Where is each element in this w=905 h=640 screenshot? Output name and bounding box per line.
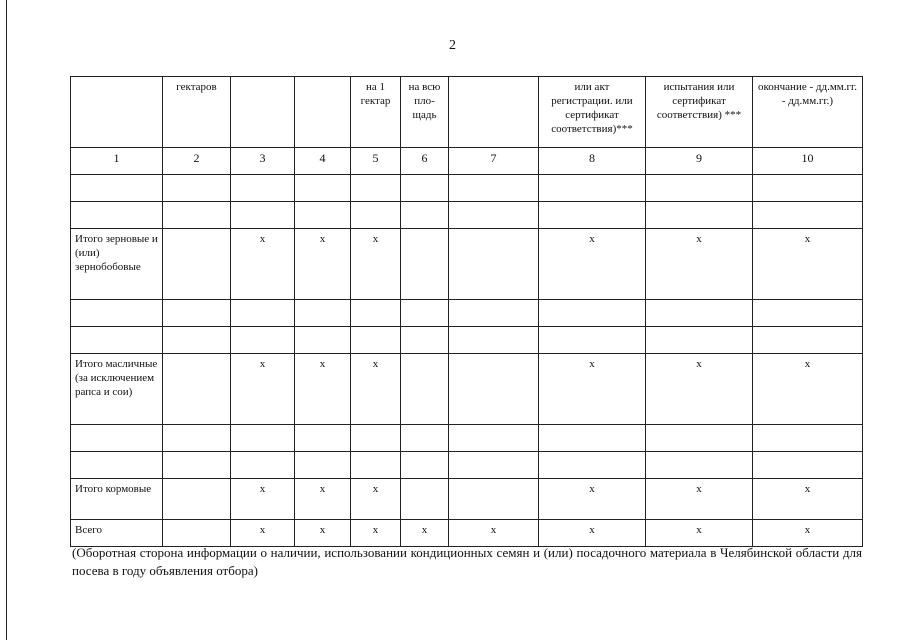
seed-info-table bbox=[70, 76, 863, 547]
table-cell: x bbox=[753, 354, 863, 425]
table-cell bbox=[646, 300, 753, 327]
row-label-cell bbox=[71, 327, 163, 354]
table-cell: x bbox=[646, 520, 753, 547]
column-number-cell: 6 bbox=[401, 148, 449, 175]
table-cell bbox=[646, 175, 753, 202]
column-number-cell: 2 bbox=[163, 148, 231, 175]
table-cell bbox=[646, 327, 753, 354]
row-label-cell: Итого масличные (за исключением рапса и сои) bbox=[71, 354, 163, 425]
page-number: 2 bbox=[449, 38, 456, 53]
table-cell bbox=[401, 452, 449, 479]
table-cell bbox=[449, 354, 539, 425]
blank-row bbox=[71, 175, 863, 202]
table-cell: x bbox=[401, 520, 449, 547]
blank-row bbox=[71, 327, 863, 354]
table-cell bbox=[539, 202, 646, 229]
table-header-row bbox=[71, 77, 863, 148]
header-cell bbox=[295, 77, 351, 148]
table-cell bbox=[539, 452, 646, 479]
table-cell bbox=[163, 202, 231, 229]
table-cell bbox=[449, 479, 539, 520]
table-cell bbox=[163, 327, 231, 354]
row-label-cell: Итого зерновые и (или) зернобобовые bbox=[71, 229, 163, 300]
table-cell bbox=[295, 452, 351, 479]
row-label-cell: Всего bbox=[71, 520, 163, 547]
table-cell: x bbox=[231, 229, 295, 300]
footnote: (Оборотная сторона информации о наличии, использовании кондиционных семян и (или) посадочного материала в Челябинской области для посева в году объявления отбора) bbox=[72, 545, 862, 578]
table-cell: x bbox=[295, 520, 351, 547]
row-label-cell: Итого кормовые bbox=[71, 479, 163, 520]
table-cell bbox=[231, 202, 295, 229]
column-number-cell: 10 bbox=[753, 148, 863, 175]
header-cell: на всю пло-щадь bbox=[401, 77, 449, 148]
table-cell bbox=[449, 452, 539, 479]
table-cell bbox=[401, 175, 449, 202]
table-cell bbox=[753, 175, 863, 202]
table-cell bbox=[163, 452, 231, 479]
table-cell bbox=[231, 452, 295, 479]
table-cell bbox=[295, 300, 351, 327]
table-cell bbox=[351, 327, 401, 354]
header-cell: на 1 гектар bbox=[351, 77, 401, 148]
header-cell bbox=[71, 77, 163, 148]
table-cell bbox=[295, 202, 351, 229]
column-number-cell: 3 bbox=[231, 148, 295, 175]
table-cell bbox=[753, 452, 863, 479]
table-cell: x bbox=[231, 479, 295, 520]
column-number-row bbox=[71, 148, 863, 175]
row-label-cell bbox=[71, 175, 163, 202]
table-cell bbox=[163, 479, 231, 520]
table-cell bbox=[449, 202, 539, 229]
table-cell bbox=[646, 452, 753, 479]
table-cell bbox=[449, 300, 539, 327]
table-cell bbox=[351, 202, 401, 229]
table-cell: x bbox=[646, 229, 753, 300]
header-cell: окончание - дд.мм.гг. - дд.мм.гг.) bbox=[753, 77, 863, 148]
table-cell bbox=[449, 175, 539, 202]
table-cell: x bbox=[646, 354, 753, 425]
table-cell: x bbox=[539, 354, 646, 425]
table-cell bbox=[753, 202, 863, 229]
table-cell bbox=[401, 425, 449, 452]
table-cell bbox=[351, 175, 401, 202]
table-cell bbox=[163, 520, 231, 547]
column-number-cell: 9 bbox=[646, 148, 753, 175]
table-cell bbox=[295, 327, 351, 354]
column-number-cell: 4 bbox=[295, 148, 351, 175]
column-number-cell: 5 bbox=[351, 148, 401, 175]
table-cell: x bbox=[231, 354, 295, 425]
table-cell bbox=[449, 327, 539, 354]
table-cell bbox=[163, 175, 231, 202]
table-cell bbox=[401, 229, 449, 300]
table-cell: x bbox=[351, 354, 401, 425]
table-cell: x bbox=[351, 229, 401, 300]
table-cell bbox=[539, 300, 646, 327]
column-number-cell: 8 bbox=[539, 148, 646, 175]
header-cell bbox=[449, 77, 539, 148]
table-cell bbox=[351, 425, 401, 452]
table-cell bbox=[401, 300, 449, 327]
table-cell bbox=[401, 202, 449, 229]
header-cell bbox=[231, 77, 295, 148]
table-cell bbox=[231, 300, 295, 327]
table-cell: x bbox=[646, 479, 753, 520]
table-cell bbox=[231, 327, 295, 354]
table-cell: x bbox=[753, 520, 863, 547]
header-cell: испытания или сертификат соответствия) *** bbox=[646, 77, 753, 148]
header-cell: гектаров bbox=[163, 77, 231, 148]
table-cell: x bbox=[295, 354, 351, 425]
blank-row bbox=[71, 202, 863, 229]
blank-row bbox=[71, 425, 863, 452]
table-cell bbox=[401, 479, 449, 520]
page-edge-line bbox=[6, 0, 7, 640]
table-cell bbox=[449, 425, 539, 452]
table-cell bbox=[163, 425, 231, 452]
table-cell bbox=[231, 425, 295, 452]
row-label-cell bbox=[71, 452, 163, 479]
table-cell bbox=[539, 327, 646, 354]
row-label-cell bbox=[71, 425, 163, 452]
subtotal-row bbox=[71, 479, 863, 520]
table-cell: x bbox=[351, 520, 401, 547]
table-cell bbox=[539, 425, 646, 452]
blank-row bbox=[71, 452, 863, 479]
table-cell bbox=[231, 175, 295, 202]
table-cell: x bbox=[231, 520, 295, 547]
table-cell bbox=[163, 300, 231, 327]
table-cell bbox=[351, 300, 401, 327]
column-number-cell: 1 bbox=[71, 148, 163, 175]
subtotal-row bbox=[71, 354, 863, 425]
table-cell bbox=[646, 425, 753, 452]
header-cell: или акт регистрации. или сертификат соответствия)*** bbox=[539, 77, 646, 148]
column-number-cell: 7 bbox=[449, 148, 539, 175]
table-cell: x bbox=[539, 520, 646, 547]
table-cell: x bbox=[351, 479, 401, 520]
row-label-cell bbox=[71, 300, 163, 327]
table-cell bbox=[753, 327, 863, 354]
table-cell bbox=[163, 354, 231, 425]
blank-row bbox=[71, 300, 863, 327]
table-cell: x bbox=[449, 520, 539, 547]
table-cell: x bbox=[295, 479, 351, 520]
table-cell bbox=[401, 354, 449, 425]
table-cell: x bbox=[753, 229, 863, 300]
table-cell: x bbox=[539, 229, 646, 300]
table-cell bbox=[351, 452, 401, 479]
table-cell bbox=[646, 202, 753, 229]
table-cell bbox=[163, 229, 231, 300]
table-cell bbox=[449, 229, 539, 300]
table-cell bbox=[539, 175, 646, 202]
table-cell bbox=[295, 175, 351, 202]
table-cell: x bbox=[753, 479, 863, 520]
table-cell bbox=[753, 300, 863, 327]
table-cell bbox=[753, 425, 863, 452]
row-label-cell bbox=[71, 202, 163, 229]
table-cell: x bbox=[539, 479, 646, 520]
subtotal-row bbox=[71, 229, 863, 300]
table-cell: x bbox=[295, 229, 351, 300]
grand-total-row bbox=[71, 520, 863, 547]
table-cell bbox=[295, 425, 351, 452]
table-cell bbox=[401, 327, 449, 354]
